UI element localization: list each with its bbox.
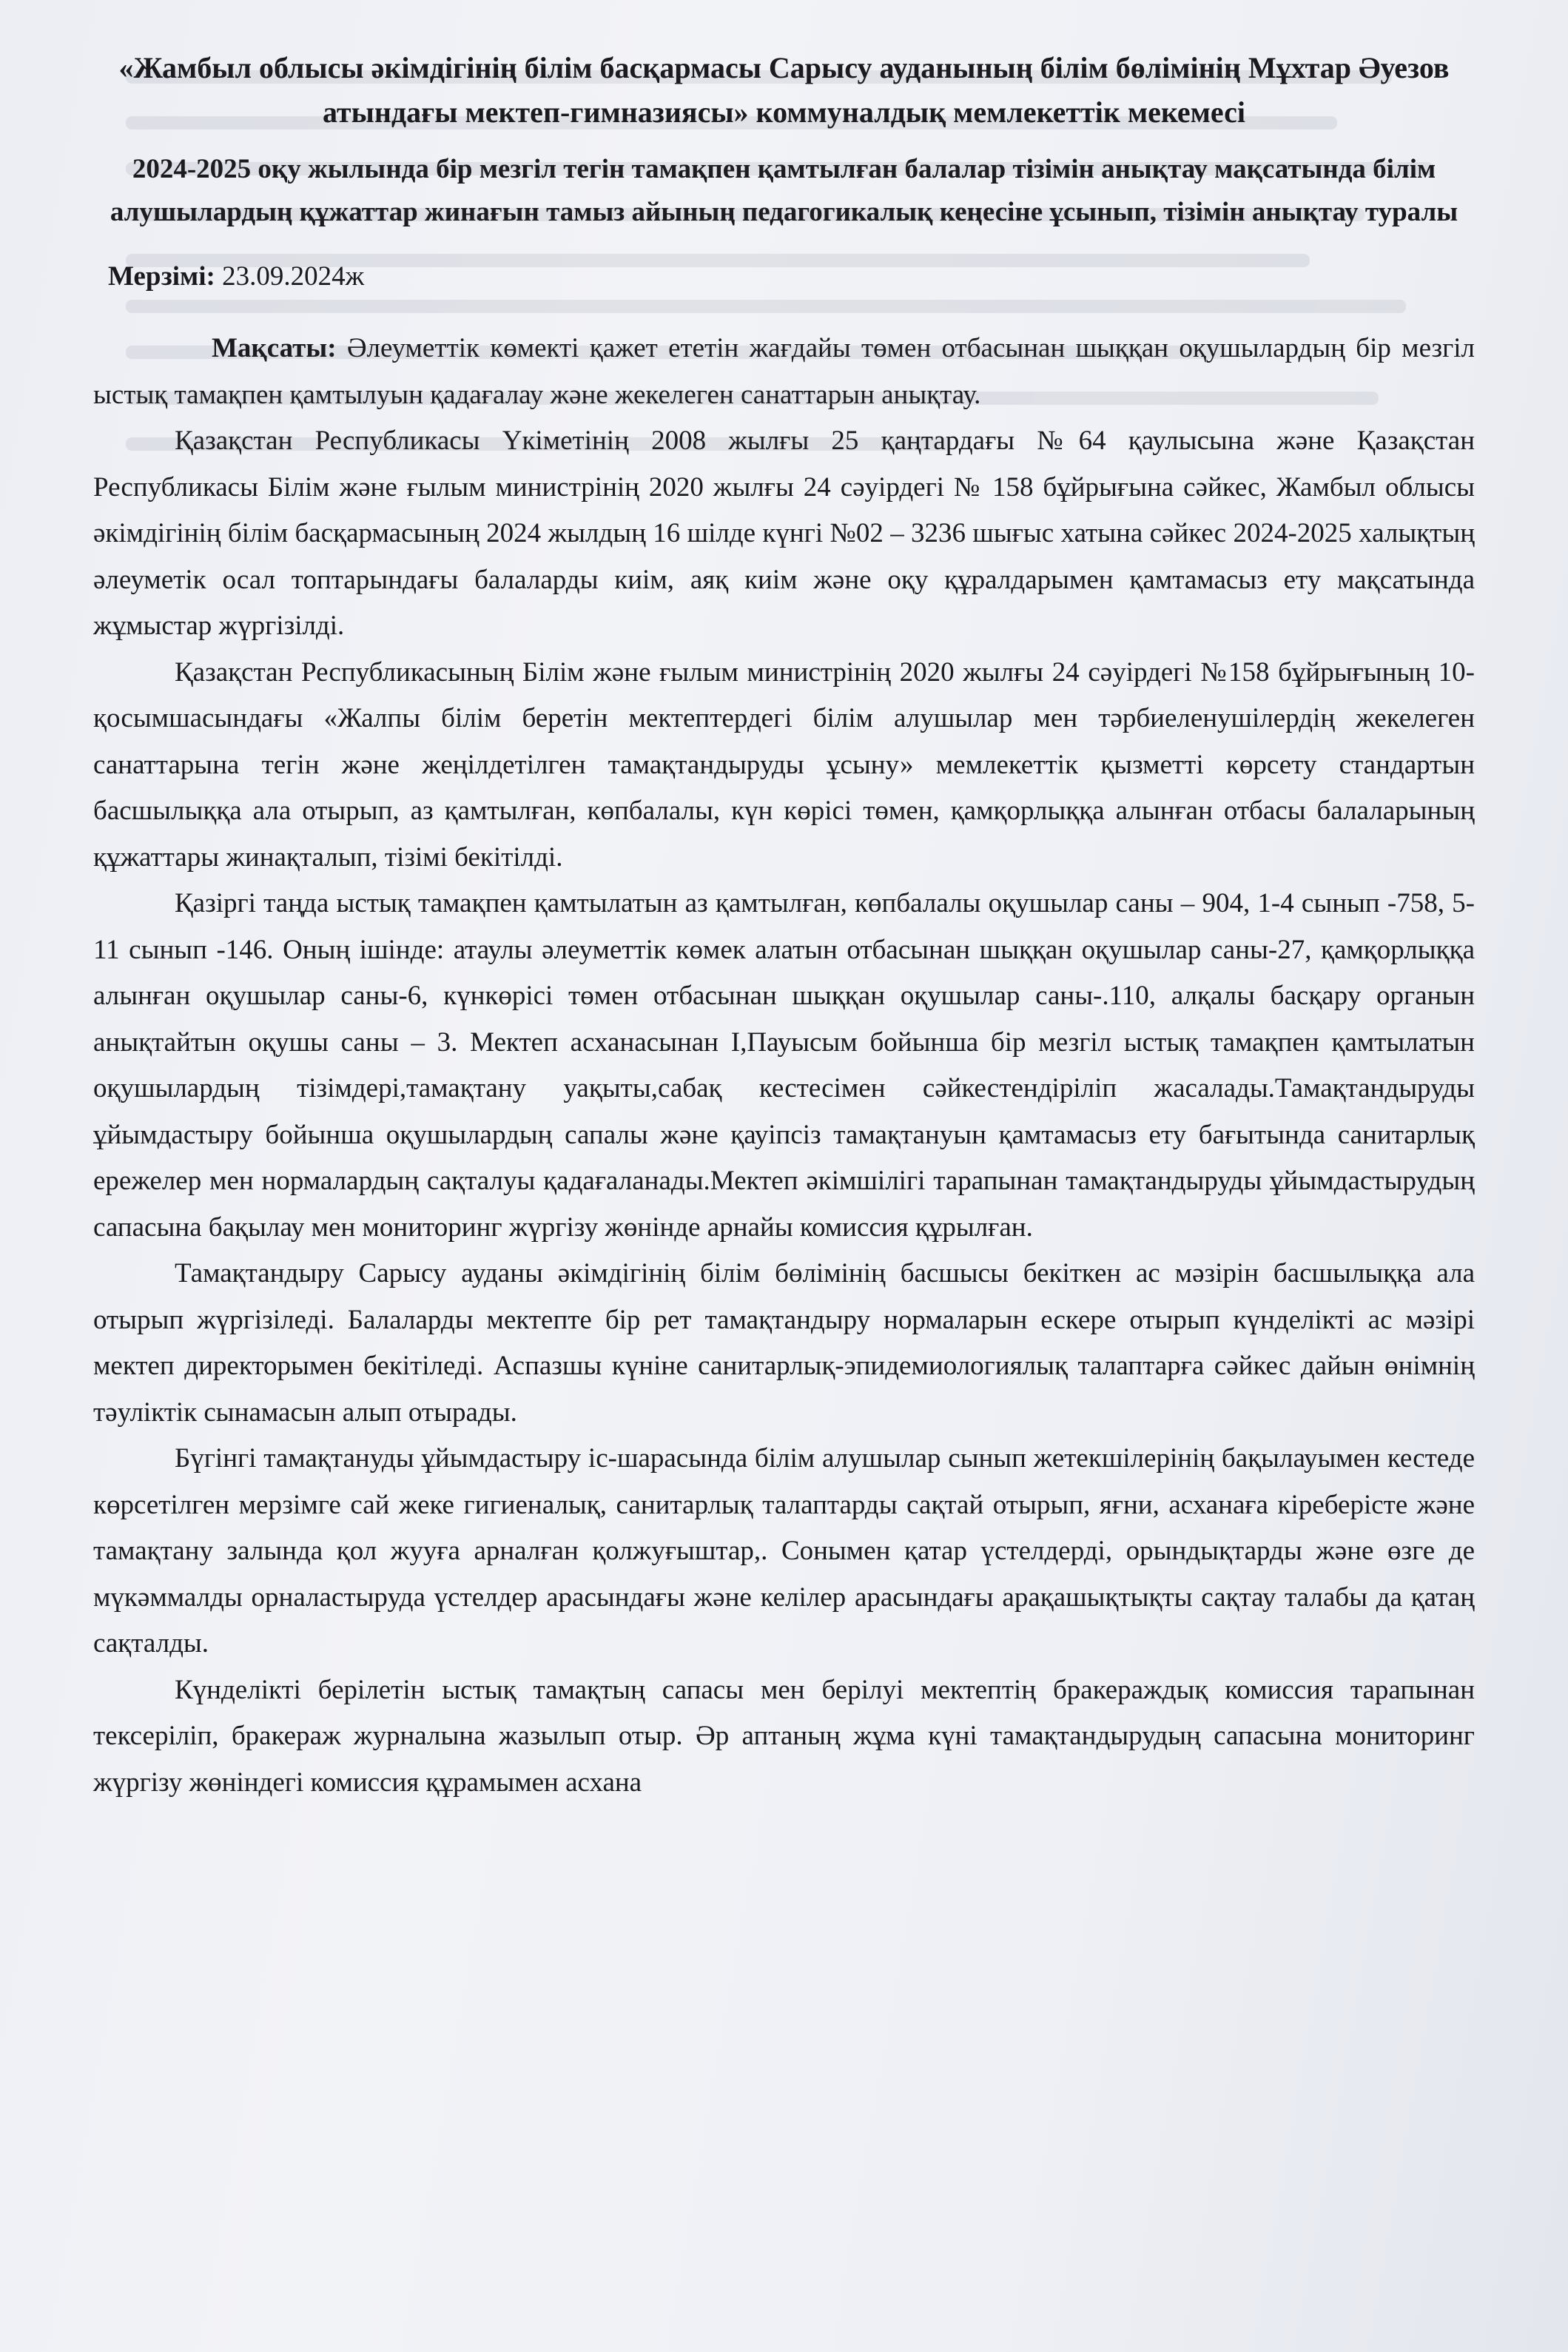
term-label: Мерзімі: (108, 261, 215, 292)
paragraph-5: Бүгінгі тамақтануды ұйымдастыру іс-шарасында білім алушылар сынып жетекшілерінің бақылауымен кестеде көрсетілген мерзімге сай жеке гигиеналық, санитарлық талаптарды сақтай отырып, яғни, асханаға кіреберісте және тамақтану залында қол жууға арналған қолжуғыштар,. Сонымен қатар үстелдерді, орындықтарды және өзге де мүкәммалды орналастыруда үстелдер арасындағы және келілер арасындағы арақашықтықты сақтау талабы да қатаң сақталды. (93, 1443, 1475, 1659)
document-subtitle: 2024-2025 оқу жылында бір мезгіл тегін тамақпен қамтылған балалар тізімін анықтау мақсатында білім алушылардың құжаттар жинағын тамыз айының педагогикалық кеңесіне ұсынып, тізімін анықтау туралы (110, 154, 1458, 227)
document-title: «Жамбыл облысы әкімдігінің білім басқармасы Сарысу ауданының білім бөлімінің Мұхтар Әуезов атындағы мектеп-гимназиясы» коммуналдық мемлекеттік мекемесі (118, 51, 1450, 129)
goal-label: Мақсаты: (212, 333, 337, 363)
goal-paragraph (93, 326, 1475, 418)
paragraph-6: Күнделікті берілетін ыстық тамақтың сапасы мен берілуі мектептің бракераждық комиссия тарапынан тексеріліп, бракераж журналына жазылып отыр. Әр аптаның жұма күні тамақтандырудың сапасына мониторинг жүргізу жөніндегі комиссия құрамымен асхана (93, 1674, 1475, 1798)
paragraph-3: Қазіргі таңда ыстық тамақпен қамтылатын аз қамтылған, көпбалалы оқушылар саны – 904, 1-4 сынып -758, 5-11 сынып -146. Оның ішінде: атаулы әлеуметтік көмек алатын отбасынан шыққан оқушылар саны-27, қамқорлыққа алынған оқушылар саны-6, күнкөрісі төмен отбасынан шыққан оқушылар саны-.110, алқалы басқару органын анықтайтын оқушы саны – 3. Мектеп асханасынан І,Пауысым бойынша бір мезгіл ыстық тамақпен қамтылатын оқушылардың тізімдері,тамақтану уақыты,сабақ кестесімен сәйкестендіріліп жасалады.Тамақтандыруды ұйымдастыру бойынша оқушылардың сапалы және қауіпсіз тамақтануын қамтамасыз ету бағытында санитарлық ережелер мен нормалардың сақталуы қадағаланады.Мектеп әкімшілігі тарапынан тамақтандыруды ұйымдастырудың сапасына бақылау мен мониторинг жүргізу жөнінде арнайы комиссия құрылған. (93, 888, 1475, 1243)
goal-text: Әлеуметтік көмекті қажет ететін жағдайы төмен отбасынан шыққан оқушылардың бір мезгіл ыстық тамақпен қамтылуын қадағалау және жекелеген санаттарын анықтау. (93, 333, 1475, 410)
paragraph-2: Қазақстан Республикасының Білім және ғылым министрінің 2020 жылғы 24 сәуірдегі №158 бұйрығының 10-қосымшасындағы «Жалпы білім беретін мектептердегі білім алушылар мен тәрбиеленушілердің жекелеген санаттарына тегін және жеңілдетілген тамақтандыруды ұсыну» мемлекеттік қызметті көрсету стандартын басшылыққа ала отырып, аз қамтылған, көпбалалы, күн көрісі төмен, қамқорлыққа алынған отбасы балаларының құжаттары жинақталып, тізімі бекітілді. (93, 656, 1475, 873)
paragraph-4: Тамақтандыру Сарысу ауданы әкімдігінің білім бөлімінің басшысы бекіткен ас мәзірін басшылыққа ала отырып жүргізіледі. Балаларды мектепте бір рет тамақтандыру нормаларын ескере отырып күнделікті ас мәзірі мектеп директорымен бекітіледі. Аспазшы күніне санитарлық-эпидемиологиялық талаптарға сәйкес дайын өнімнің тәуліктік сынамасын алып отырады. (93, 1258, 1475, 1428)
paragraph-1: Қазақстан Республикасы Үкіметінің 2008 жылғы 25 қаңтардағы №64 қаулысына және Қазақстан Республикасы Білім және ғылым министрінің 2020 жылғы 24 сәуірдегі № 158 бұйрығына сәйкес, Жамбыл облысы әкімдігінің білім басқармасының 2024 жылдың 16 шілде күнгі №02 – 3236 шығыс хатына сәйкес 2024-2025 халықтың әлеуметік осал топтарындағы балаларды киім, аяқ киім және оқу құралдарымен қамтамасыз ету мақсатында жұмыстар жүргізілді. (93, 426, 1475, 641)
term-value: 23.09.2024ж (215, 261, 365, 292)
term-line (108, 255, 1475, 299)
